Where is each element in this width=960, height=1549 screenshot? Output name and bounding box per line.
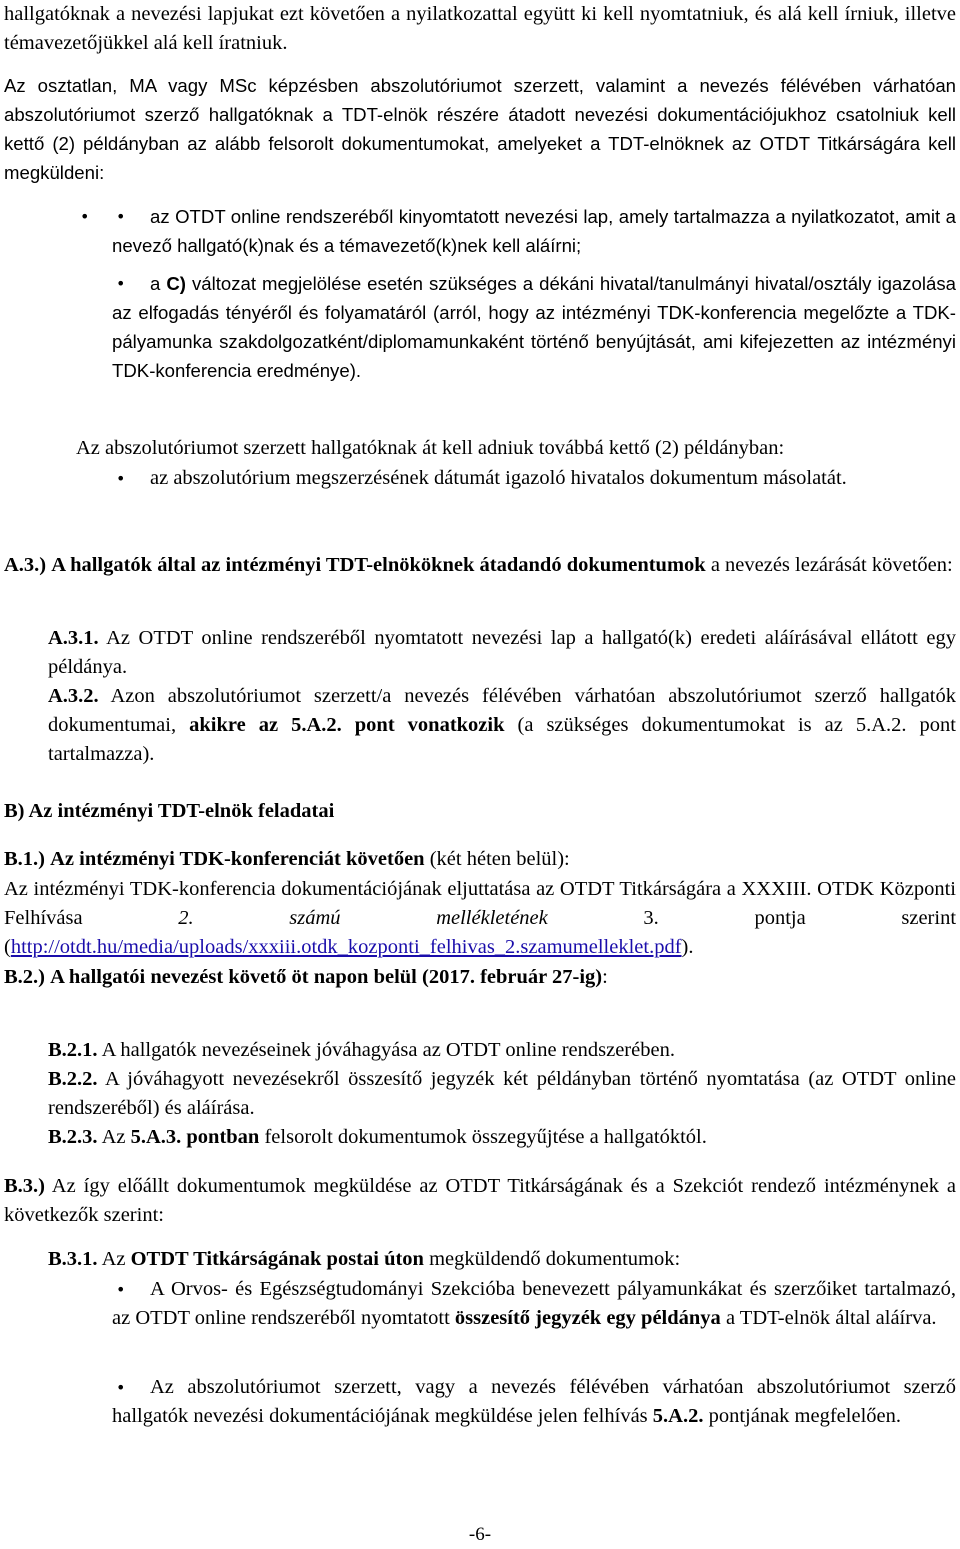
bullet-item-3 bbox=[112, 464, 956, 493]
section-b1-heading: B.1.) Az intézményi TDK-konferenciát követően (két héten belül): bbox=[4, 848, 570, 870]
bullet-item-1 bbox=[112, 202, 956, 260]
felhivas-link[interactable]: http://otdt.hu/media/uploads/xxxiii.otdk_kozponti_felhivas_2.szamumelleklet.pdf bbox=[10, 936, 682, 958]
intro-continuation: hallgatóknak a nevezési lapjukat ezt követően a nyilatkozattal együtt ki kell nyomtatniuk, és alá kell írniuk, illetve témavezetőjükkel alá kell íratniuk. bbox=[4, 3, 956, 54]
item-b1-text: Az intézményi TDK-konferencia dokumentációjának eljuttatása az OTDT Titkárságára a XXXIII. OTDK Központi Felhívása 2. számú mellékletének 3. pontja szerint (http://otdt.hu/media/uploads/xxxiii.otdk_kozponti_felhivas_2.szamumelleklet.pdf). bbox=[4, 878, 957, 958]
item-a31: A.3.1. Az OTDT online rendszeréből nyomtatott nevezési lap a hallgató(k) eredeti aláírásával ellátott egy példánya. bbox=[48, 627, 956, 678]
section-b3-heading: B.3.) Az így előállt dokumentumok megküldése az OTDT Titkárságának és a Szekciót rendező intézménynek a következők szerint: bbox=[4, 1175, 956, 1226]
item-b31: B.3.1. Az OTDT Titkárságának postai úton megküldendő dokumentumok: bbox=[48, 1248, 681, 1270]
section-a3-heading: A.3.) A hallgatók által az intézményi TDT-elnököknek átadandó dokumentumok a nevezés lezárását követően: bbox=[4, 554, 953, 576]
item-a32: A.3.2. Azon abszolutóriumot szerzett/a nevezés félévében várhatóan abszolutóriumot szerző hallgatók dokumentumai, akikre az 5.A.2. pont vonatkozik (a szükséges dokumentumokat is az 5.A.2. pont tartalmazza). bbox=[48, 685, 956, 765]
section-b2-heading: B.2.) A hallgatói nevezést követő öt napon belül (2017. február 27-ig): bbox=[4, 966, 608, 988]
bullet-text: A Orvos- és Egészségtudományi Szekcióba benevezett pályamunkákat és szerzőiket tartalmazó, az OTDT online rendszeréből nyomtatott összesítő jegyzék egy példánya a TDT-elnök által aláírva. bbox=[112, 1278, 956, 1329]
paragraph-abszolutorium: Az osztatlan, MA vagy MSc képzésben abszolutóriumot szerzett, valamint a nevezés félévében várhatóan abszolutóriumot szerző hallgatóknak a TDT-elnök részére átadott nevezési dokumentációjukhoz csatolniuk kell kettő (2) példányban az alább felsorolt dokumentumokat, amelyeket a TDT-elnöknek az OTDT Titkárságára kell megküldeni: bbox=[4, 75, 956, 183]
bullet-text: a C) változat megjelölése esetén szükséges a dékáni hivatal/tanulmányi hivatal/osztály igazolása az elfogadás tényéről és folyamatáról (arról, hogy az intézményi TDK-konferencia megelőzte a TDK-pályamunka szakdolgozatként/diplomamunkaként történő benyújtását, ami kifejezetten az intézményi TDK-konferencia eredménye). bbox=[112, 273, 957, 381]
item-b22: B.2.2. A jóváhagyott nevezésekről összesítő jegyzék két példányban történő nyomtatása (az OTDT online rendszeréből) és aláírása. bbox=[48, 1068, 957, 1119]
bullet-item-2 bbox=[112, 269, 956, 385]
item-b23: B.2.3. Az 5.A.3. pontban felsorolt dokumentumok összegyűjtése a hallgatóktól. bbox=[48, 1126, 707, 1148]
section-b-heading: B) Az intézményi TDT-elnök feladatai bbox=[4, 800, 335, 822]
item-b21: B.2.1. A hallgatók nevezéseinek jóváhagyása az OTDT online rendszerében. bbox=[48, 1039, 675, 1061]
paragraph-abs2: Az abszolutóriumot szerzett hallgatóknak át kell adniuk továbbá kettő (2) példányban: bbox=[76, 437, 785, 459]
bullet-text: Az abszolutóriumot szerzett, vagy a nevezés félévében várhatóan abszolutóriumot szerző hallgatók nevezési dokumentációjának megküldése jelen felhívás 5.A.2. pontjának megfelelően. bbox=[112, 1376, 956, 1427]
bullet-item-4 bbox=[112, 1275, 956, 1333]
page-number: -6- bbox=[468, 1524, 492, 1545]
bullet-item-5 bbox=[112, 1373, 956, 1431]
bullet-text: az abszolutórium megszerzésének dátumát igazoló hivatalos dokumentum másolatát. bbox=[150, 467, 847, 489]
bullet-text: az OTDT online rendszeréből kinyomtatott nevezési lap, amely tartalmazza a nyilatkozatot, amit a nevező hallgató(k)nak és a témavezető(k)nek kell aláírni; bbox=[112, 206, 956, 256]
